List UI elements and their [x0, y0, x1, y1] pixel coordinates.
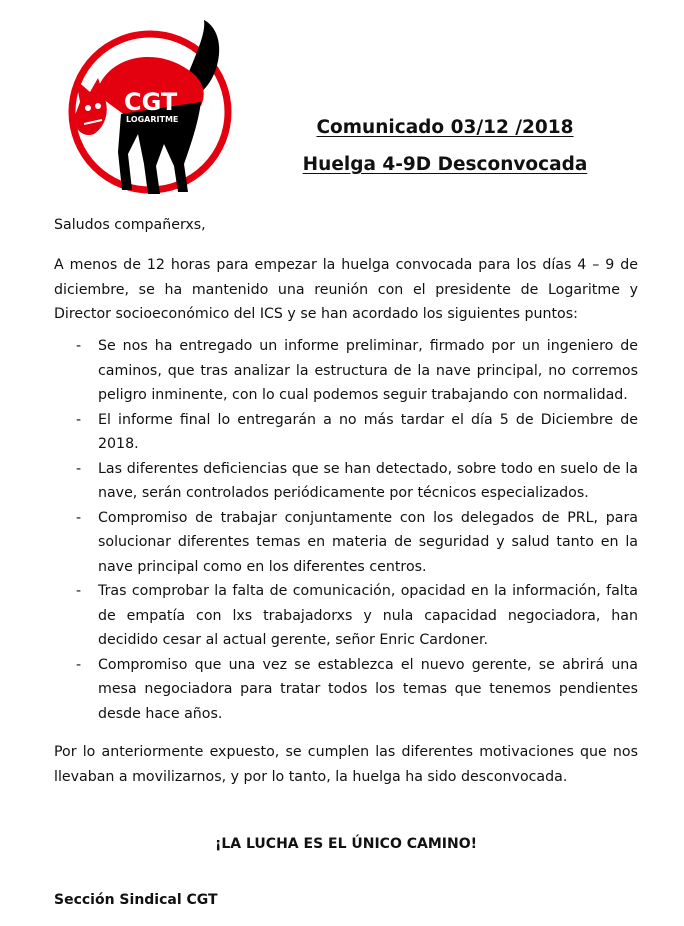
cgt-logaritme-logo	[66, 14, 236, 204]
list-item-text: Compromiso que una vez se establezca el nuevo gerente, se abrirá una mesa negociadora para tratar todos los temas que tenemos pendientes desde hace años.	[98, 656, 638, 722]
logo-text-main: CGT	[124, 88, 178, 116]
agreement-points-list	[54, 334, 638, 726]
logo-text-sub: LOGARITME	[126, 115, 179, 124]
list-item	[54, 457, 638, 506]
list-item	[54, 334, 638, 408]
list-item	[54, 653, 638, 727]
bullet-dash: -	[76, 583, 82, 599]
list-item	[54, 408, 638, 457]
closing-paragraph: Por lo anteriormente expuesto, se cumplen las diferentes motivaciones que nos llevaban a movilizarnos, y por lo tanto, la huelga ha sido desconvocada.	[54, 744, 638, 785]
document-subtitle: Huelga 4-9D Desconvocada	[302, 154, 588, 175]
intro-paragraph: A menos de 12 horas para empezar la huelga convocada para los días 4 – 9 de diciembre, se ha mantenido una reunión con el presidente de Logaritme y Director socioeconómico del ICS y se han acordado los siguientes puntos:	[54, 257, 638, 322]
list-item-text: Compromiso de trabajar conjuntamente con los delegados de PRL, para solucionar diferentes temas en materia de seguridad y salud tanto en la nave principal como en los diferentes centros.	[98, 509, 638, 575]
bullet-dash: -	[76, 656, 82, 673]
list-item-text: Tras comprobar la falta de comunicación, opacidad en la información, falta de empatía con lxs trabajadorxs y nula capacidad negociadora, han decidido cesar al actual gerente, señor Enric Cardoner.	[98, 583, 638, 648]
list-item	[54, 579, 638, 653]
list-item-text: Las diferentes deficiencias que se han detectado, sobre todo en suelo de la nave, serán controlados periódicamente por técnicos especializados.	[98, 460, 638, 501]
list-item-text: Se nos ha entregado un informe preliminar, firmado por un ingeniero de caminos, que tras analizar la estructura de la nave principal, no corremos peligro inminente, con lo cual podemos seguir trabajando con normalidad.	[98, 338, 638, 403]
bullet-dash: -	[76, 460, 82, 477]
list-item	[54, 506, 638, 580]
greeting: Saludos compañerxs,	[54, 217, 206, 233]
document-title: Comunicado 03/12 /2018	[316, 117, 574, 138]
bullet-dash: -	[76, 411, 82, 428]
bullet-dash: -	[76, 338, 82, 354]
slogan: ¡LA LUCHA ES EL ÚNICO CAMINO!	[215, 836, 477, 852]
list-item-text: El informe final lo entregarán a no más tardar el día 5 de Diciembre de 2018.	[98, 411, 638, 452]
signature: Sección Sindical CGT	[54, 892, 218, 908]
bullet-dash: -	[76, 509, 82, 526]
